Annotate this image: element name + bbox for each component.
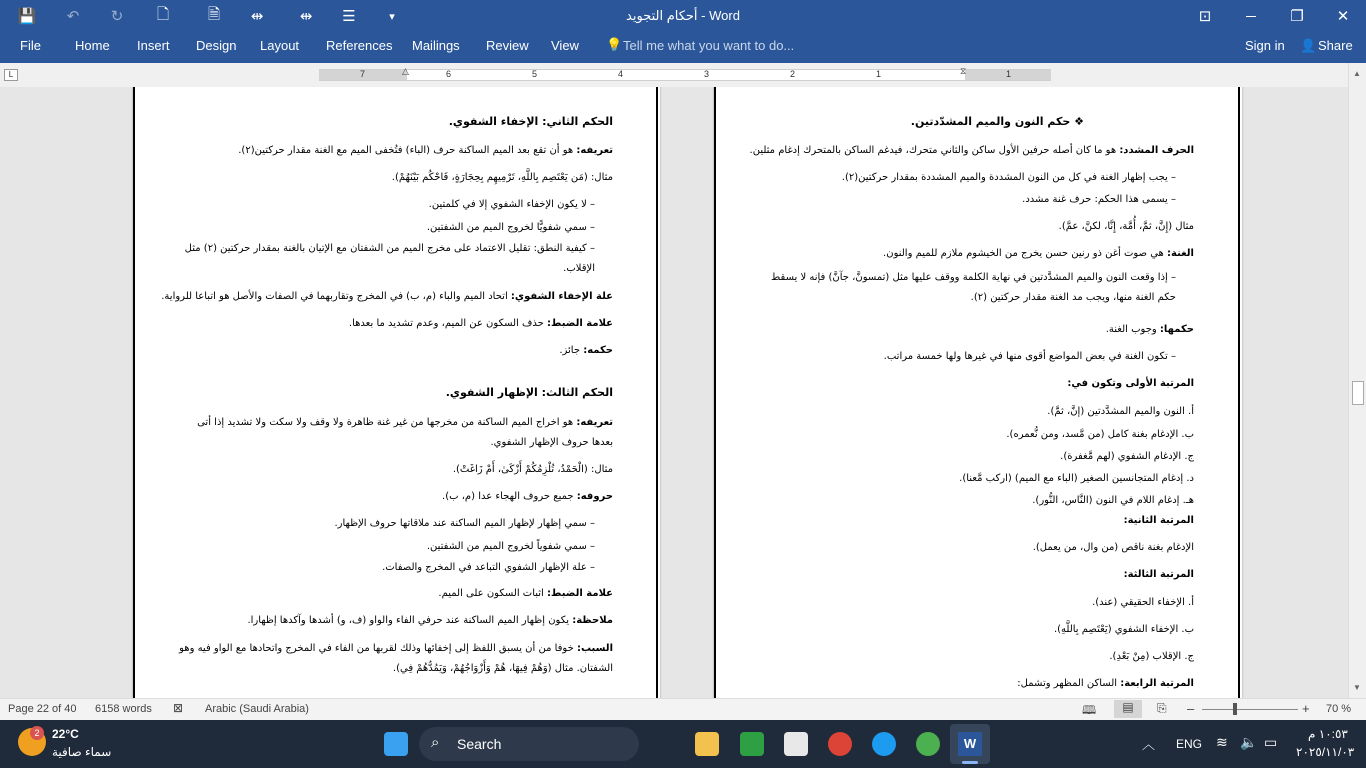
taskbar (0, 720, 1366, 768)
rank-heading: المرتبة الثالثة: (1123, 569, 1194, 580)
language-indicator[interactable]: Arabic (Saudi Arabia) (205, 703, 309, 715)
indent-marker-icon[interactable]: △ (402, 66, 409, 76)
volume-icon[interactable]: 🔈 (1240, 734, 1258, 750)
horizontal-ruler[interactable] (319, 69, 1051, 81)
share-icon: 👤 (1300, 38, 1317, 53)
page-count[interactable]: Page 22 of 40 (8, 703, 77, 715)
zoom-slider-thumb[interactable] (1233, 703, 1237, 715)
term-label: المرتبة الرابعة: (1120, 678, 1194, 689)
active-indicator (962, 761, 978, 764)
example-line: مثال: (الْحَمْدُ، تُلْزِمُكُمْ أَزْكَىٰ، أَمْ زَاغَتْ). (452, 464, 613, 475)
wifi-icon[interactable]: ≋ (1216, 734, 1228, 750)
print-layout-icon[interactable]: ▤ (1114, 700, 1142, 718)
page-content (749, 87, 1194, 698)
title-bar (0, 0, 1366, 32)
weather-badge: 2 (30, 726, 44, 740)
term-label: السبب: (576, 643, 613, 654)
paragraph (750, 145, 1194, 156)
battery-icon[interactable]: ▭ (1264, 734, 1278, 750)
bullet-item: – إذا وقعت النون والميم المشدَّدتين في نهاية الكلمة ووقف عليها مثل (تمسونَّ، جآنَّ) فإنه لا يسقط حكم الغنة منها، ويجب مد الغنة مقدار حركتين (٢). (771, 272, 1176, 303)
tab-references[interactable]: References (326, 38, 393, 53)
document-page[interactable] (133, 87, 660, 698)
vertical-scrollbar[interactable] (1348, 63, 1366, 698)
list-item: الإدغام بغنة ناقص (من وال، من يعمل). (1032, 542, 1194, 553)
word-taskbar-button[interactable] (950, 724, 990, 764)
definition-text: هو اخراج الميم الساكنة من مخرجها من غير غنة ظاهرة ولا وقف ولا سكت ولا تشديد إذا أتى بعدها حروف الإظهار الشفوي. (197, 417, 613, 448)
sign-in-link[interactable]: Sign in (1245, 38, 1285, 53)
table-icon[interactable]: ☰ (342, 8, 356, 25)
chevron-up-icon[interactable]: ︿ (1142, 737, 1156, 752)
scrollbar-thumb[interactable] (1352, 381, 1364, 405)
list-item: ج. الإقلاب (مِنْ بَعْدِ). (1109, 651, 1194, 662)
paragraph (238, 145, 613, 156)
ribbon-tabs (0, 32, 1366, 63)
term-label: علامة الضبط: (547, 318, 613, 329)
paragraph (438, 588, 613, 599)
paragraph (161, 291, 613, 302)
lightbulb-icon: 💡 (606, 37, 623, 52)
chrome-profile-icon[interactable] (916, 732, 940, 756)
bullet-item: – يجب إظهار الغنة في كل من النون المشددة والميم المشددة بمقدار حركتين(٢). (841, 172, 1176, 183)
tab-review[interactable]: Review (486, 38, 529, 53)
paragraph (883, 248, 1194, 259)
bullet-item: – يسمى هذا الحكم: حرف غنة مشدد. (1022, 194, 1176, 205)
paragraph (1017, 678, 1194, 689)
term-label: حكمها: (1159, 324, 1194, 335)
ruler-number: 6 (446, 69, 452, 79)
scroll-down-icon[interactable]: ▼ (1353, 683, 1361, 692)
page-border (1238, 87, 1240, 698)
definition-text: هو أن تقع بعد الميم الساكنة حرف (الباء) فتُخفى الميم مع الغنة مقدار حركتين(٢). (238, 145, 577, 156)
term-label: تعريفه: (576, 145, 613, 156)
list-item: أ. النون والميم المشدَّدتين (إنَّ، ثمَّ). (1047, 406, 1194, 417)
paragraph (442, 491, 613, 502)
definition-text: هي صوت أغن ذو رنين حسن يخرج من الخيشوم ملازم للميم والنون. (883, 248, 1168, 259)
new-doc-icon[interactable]: 🗋 (156, 5, 170, 23)
indent-marker-icon[interactable]: ⧖ (960, 66, 967, 76)
share-button[interactable]: Share (1318, 38, 1353, 53)
edge-browser-icon[interactable] (872, 732, 896, 756)
list-item: هـ. إدغام اللام في النون (النَّاس، النُّور). (1032, 495, 1194, 506)
zoom-slider[interactable] (1202, 709, 1298, 710)
clock-date[interactable]: ٢٠٢٥/١١/٠٣ (1296, 745, 1355, 759)
list-item: د. إدغام المتجانسين الصغير (الباء مع الميم) (اركب مَّعنا). (959, 473, 1194, 484)
tab-selector[interactable]: L (4, 69, 18, 81)
example-line: مثال: (مَن يَعْتَصِم بِاللَّهِ، تَرْمِيهِم بِحِجَارَةٍ، فَاحْكُم بَيْنَهُمْ). (391, 172, 613, 183)
term-label: الحرف المشدد: (1119, 145, 1194, 156)
ruler-number: 2 (790, 69, 796, 79)
paragraph (173, 639, 613, 679)
definition-text: جميع حروف الهجاء عدا (م، ب). (442, 491, 577, 502)
redo-icon[interactable]: ↻ (110, 8, 124, 25)
window-title: أحكام التجويد - Word (626, 8, 740, 23)
ruler-number: 3 (704, 69, 710, 79)
term-label: علامة الضبط: (547, 588, 613, 599)
app-icon[interactable] (784, 732, 808, 756)
definition-text: وجوب الغنة. (1105, 324, 1160, 335)
page-border (133, 87, 135, 698)
word-icon: W (958, 732, 982, 756)
definition-text: اثبات السكون على الميم. (438, 588, 547, 599)
paragraph (349, 318, 613, 329)
word-count[interactable]: 6158 words (95, 703, 152, 715)
term-label: الغنة: (1167, 248, 1194, 259)
column-width-icon[interactable]: ⇹ (250, 8, 264, 25)
zoom-in-button[interactable]: + (1302, 701, 1310, 716)
weather-description[interactable]: سماء صافية (52, 745, 112, 759)
tab-view[interactable]: View (551, 38, 579, 53)
search-icon: ⌕ (431, 734, 440, 751)
clock-time[interactable]: ١٠:٥٣ م (1308, 727, 1348, 741)
scroll-up-icon[interactable]: ▲ (1353, 69, 1361, 78)
start-icon[interactable] (384, 732, 408, 756)
rank-heading: المرتبة الثانية: (1123, 515, 1194, 526)
ruler-number: 1 (1006, 69, 1012, 79)
tab-mailings[interactable]: Mailings (412, 38, 460, 53)
zoom-out-button[interactable]: – (1187, 701, 1195, 716)
bullet-item: – سمي شفوياً لخروج الميم من الشفتين. (426, 541, 595, 552)
ruler-number: 4 (618, 69, 624, 79)
bullet-item: – علة الإظهار الشفوي التباعد في المخرج والصفات. (382, 562, 595, 573)
paragraph (559, 345, 613, 356)
bullet-item: – كيفية النطق: تقليل الاعتماد على مخرج الميم من الشفتان مع الإتيان بالغنة بمقدار حركتين (٢) مثل الإقلاب. (184, 243, 595, 274)
term-label: ملاحظة: (572, 615, 613, 626)
minimize-icon (1246, 16, 1256, 17)
ruler-area (0, 63, 1366, 87)
paragraph (247, 615, 613, 626)
list-item: أ. الإخفاء الحقيقي (عند). (1092, 597, 1194, 608)
list-item: ب. الإخفاء الشفوي (يَعْتَصِم بِاللَّهِ). (1053, 624, 1194, 635)
definition-text: اتحاد الميم والباء (م، ب) في المخرج وتقاربهما في الصفات والأصل هو اتباعا للرواية. (161, 291, 511, 302)
undo-icon[interactable]: ↶ (66, 8, 80, 25)
ruler-number: 7 (360, 69, 366, 79)
list-item: ب. الإدغام بغنة كامل (من مَّسد، ومن نُّعمره). (1006, 429, 1194, 440)
definition-text: حذف السكون عن الميم، وعدم تشديد ما بعدها. (348, 318, 547, 329)
rank-heading: المرتبة الأولى وتكون في: (1067, 378, 1194, 389)
definition-text: الساكن المظهر وتشمل: (1017, 678, 1121, 689)
file-explorer-icon[interactable] (695, 732, 719, 756)
search-box[interactable] (419, 727, 639, 761)
tab-layout[interactable]: Layout (260, 38, 300, 53)
section-heading: الحكم الثاني: الإخفاء الشفوي. (448, 115, 613, 128)
definition-text: يكون إظهار الميم الساكنة عند حرفي الفاء والواو (ف، و) أشدها وآكدها إظهارا. (247, 615, 573, 626)
ribbon-display-icon[interactable]: ⊡ (1198, 8, 1212, 25)
page-border (656, 87, 658, 698)
minimize-button[interactable] (1228, 0, 1274, 32)
definition-text: هو ما كان أصله حرفين الأول ساكن والثاني متحرك، فيدغم الساكن بالمتحرك إدغام مثلين. (749, 145, 1120, 156)
web-layout-icon[interactable]: ⎘ (1157, 701, 1167, 715)
input-language[interactable]: ENG (1176, 737, 1203, 751)
paragraph (1106, 324, 1194, 335)
tell-me-search[interactable]: Tell me what you want to do... (623, 38, 795, 53)
tab-home[interactable]: Home (75, 38, 110, 53)
save-icon[interactable]: 💾 (17, 8, 37, 25)
term-label: حروفه: (576, 491, 613, 502)
definition-text: جائز. (559, 345, 584, 356)
example-line: مثال (إِنَّ، ثمَّ، أُمَّة، إِنَّا، لكنَّ، عمَّ). (1058, 221, 1194, 232)
tab-file[interactable]: File (20, 38, 41, 53)
status-bar (0, 698, 1366, 720)
read-mode-icon[interactable]: 🕮 (1082, 703, 1097, 717)
bullet-item: – تكون الغنة في بعض المواضع أقوى منها في غيرها ولها خمسة مراتب. (883, 351, 1176, 362)
bullet-item: – لا يكون الإخفاء الشفوي إلا في كلمتين. (428, 199, 595, 210)
temperature[interactable]: 22°C (52, 727, 79, 741)
section-heading: ❖ حكم النون والميم المشدّدتين. (910, 115, 1084, 128)
tab-design[interactable]: Design (196, 38, 237, 53)
tab-insert[interactable]: Insert (137, 38, 170, 53)
term-label: حكمه: (583, 345, 613, 356)
bullet-item: – سمي إظهار لإظهار الميم الساكنة عند ملاقاتها حروف الإظهار. (334, 518, 595, 529)
page-border (714, 87, 716, 698)
bullet-item: – سمي شفويًّا لخروج الميم من الشفتين. (426, 222, 595, 233)
chrome-icon[interactable] (828, 732, 852, 756)
document-canvas[interactable] (0, 87, 1348, 698)
restore-button[interactable]: ❐ (1290, 8, 1304, 25)
definition-text: خوفا من أن يسبق اللفظ إلى إخفائها وذلك لقربها من الفاء في المخرج واتحادها مع الواو فيه وهو الشفتان. مثال (وَهُمْ فِيهَا، هُمْ وَأَزْوَاجُهُمْ، وَيَمُدُّهُمْ فِي). (179, 643, 613, 674)
proofing-icon[interactable]: ⊠ (173, 701, 184, 715)
document-page[interactable] (714, 87, 1242, 698)
ruler-number: 1 (876, 69, 882, 79)
list-item: ج. الإدغام الشفوي (لهم مَّغفرة). (1060, 451, 1194, 462)
term-label: تعريفه: (576, 417, 613, 428)
paragraph (173, 413, 613, 453)
edge-icon[interactable] (740, 732, 764, 756)
form-icon[interactable]: 🗎 (207, 5, 221, 23)
ruler-number: 5 (532, 69, 538, 79)
search-label: Search (457, 736, 502, 752)
term-label: علة الإخفاء الشفوي: (510, 291, 613, 302)
customize-icon[interactable]: ▾ (389, 10, 395, 23)
zoom-level[interactable]: 70 % (1326, 703, 1352, 715)
close-button[interactable]: ✕ (1336, 8, 1350, 25)
table-rows-icon[interactable]: ⇹ (299, 8, 313, 25)
section-heading: الحكم الثالث: الإظهار الشفوي. (445, 386, 613, 399)
page-content (161, 87, 613, 698)
